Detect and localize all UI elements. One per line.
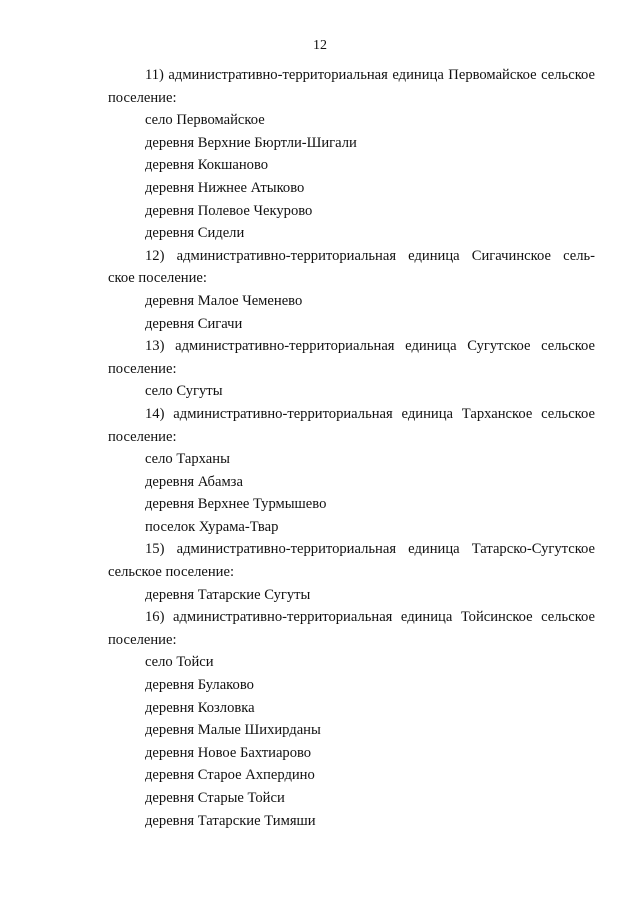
settlement-item: деревня Булаково — [145, 677, 254, 694]
settlement-item: деревня Верхнее Турмышево — [145, 496, 327, 513]
unit-heading: 13) административно-территориальная единица Сугутское сельское — [145, 338, 595, 355]
settlement-item: деревня Полевое Чекурово — [145, 202, 313, 219]
settlement-item: деревня Малое Чеменево — [145, 292, 303, 309]
settlement-item: деревня Сигачи — [145, 315, 243, 332]
settlement-item: деревня Новое Бахтиарово — [145, 744, 312, 761]
unit-heading: 14) административно-территориальная единица Тарханское сельское — [145, 405, 595, 422]
unit-heading-continuation: поселение: — [108, 360, 177, 377]
page-number: 12 — [313, 38, 327, 53]
settlement-item: деревня Татарские Сугуты — [145, 586, 311, 603]
settlement-item: деревня Сидели — [145, 225, 245, 242]
unit-heading: 11) административно-территориальная единица Первомайское сельское — [145, 67, 595, 83]
settlement-item: деревня Татарские Тимяши — [145, 812, 316, 829]
unit-heading: 16) административно-территориальная единица Тойсинское сельское — [145, 609, 595, 626]
settlement-item: село Сугуты — [145, 383, 223, 400]
document-body — [108, 64, 595, 832]
unit-heading: 15) административно-территориальная единица Татарско-Сугутское — [145, 541, 595, 558]
settlement-item: деревня Старое Ахпердино — [145, 767, 315, 784]
settlement-item: деревня Козловка — [145, 699, 255, 716]
settlement-item: поселок Хурама-Твар — [145, 518, 279, 535]
settlement-item: деревня Нижнее Атыково — [145, 179, 305, 196]
unit-heading-continuation: ское поселение: — [108, 270, 207, 287]
settlement-item: деревня Старые Тойси — [145, 790, 285, 806]
settlement-item: деревня Абамза — [145, 473, 243, 490]
settlement-item: село Первомайское — [145, 112, 265, 129]
settlement-item: село Тарханы — [145, 451, 230, 468]
unit-heading-continuation: поселение: — [108, 428, 177, 445]
settlement-item: деревня Малые Шихирданы — [145, 722, 321, 739]
unit-heading: 12) административно-территориальная единица Сигачинское сель- — [145, 247, 595, 264]
unit-heading-continuation: поселение: — [108, 89, 177, 106]
settlement-item: деревня Верхние Бюртли-Шигали — [145, 134, 357, 151]
unit-heading-continuation: поселение: — [108, 631, 177, 648]
unit-heading-continuation: сельское поселение: — [108, 564, 235, 581]
settlement-item: село Тойси — [145, 654, 214, 671]
settlement-item: деревня Кокшаново — [145, 157, 269, 174]
